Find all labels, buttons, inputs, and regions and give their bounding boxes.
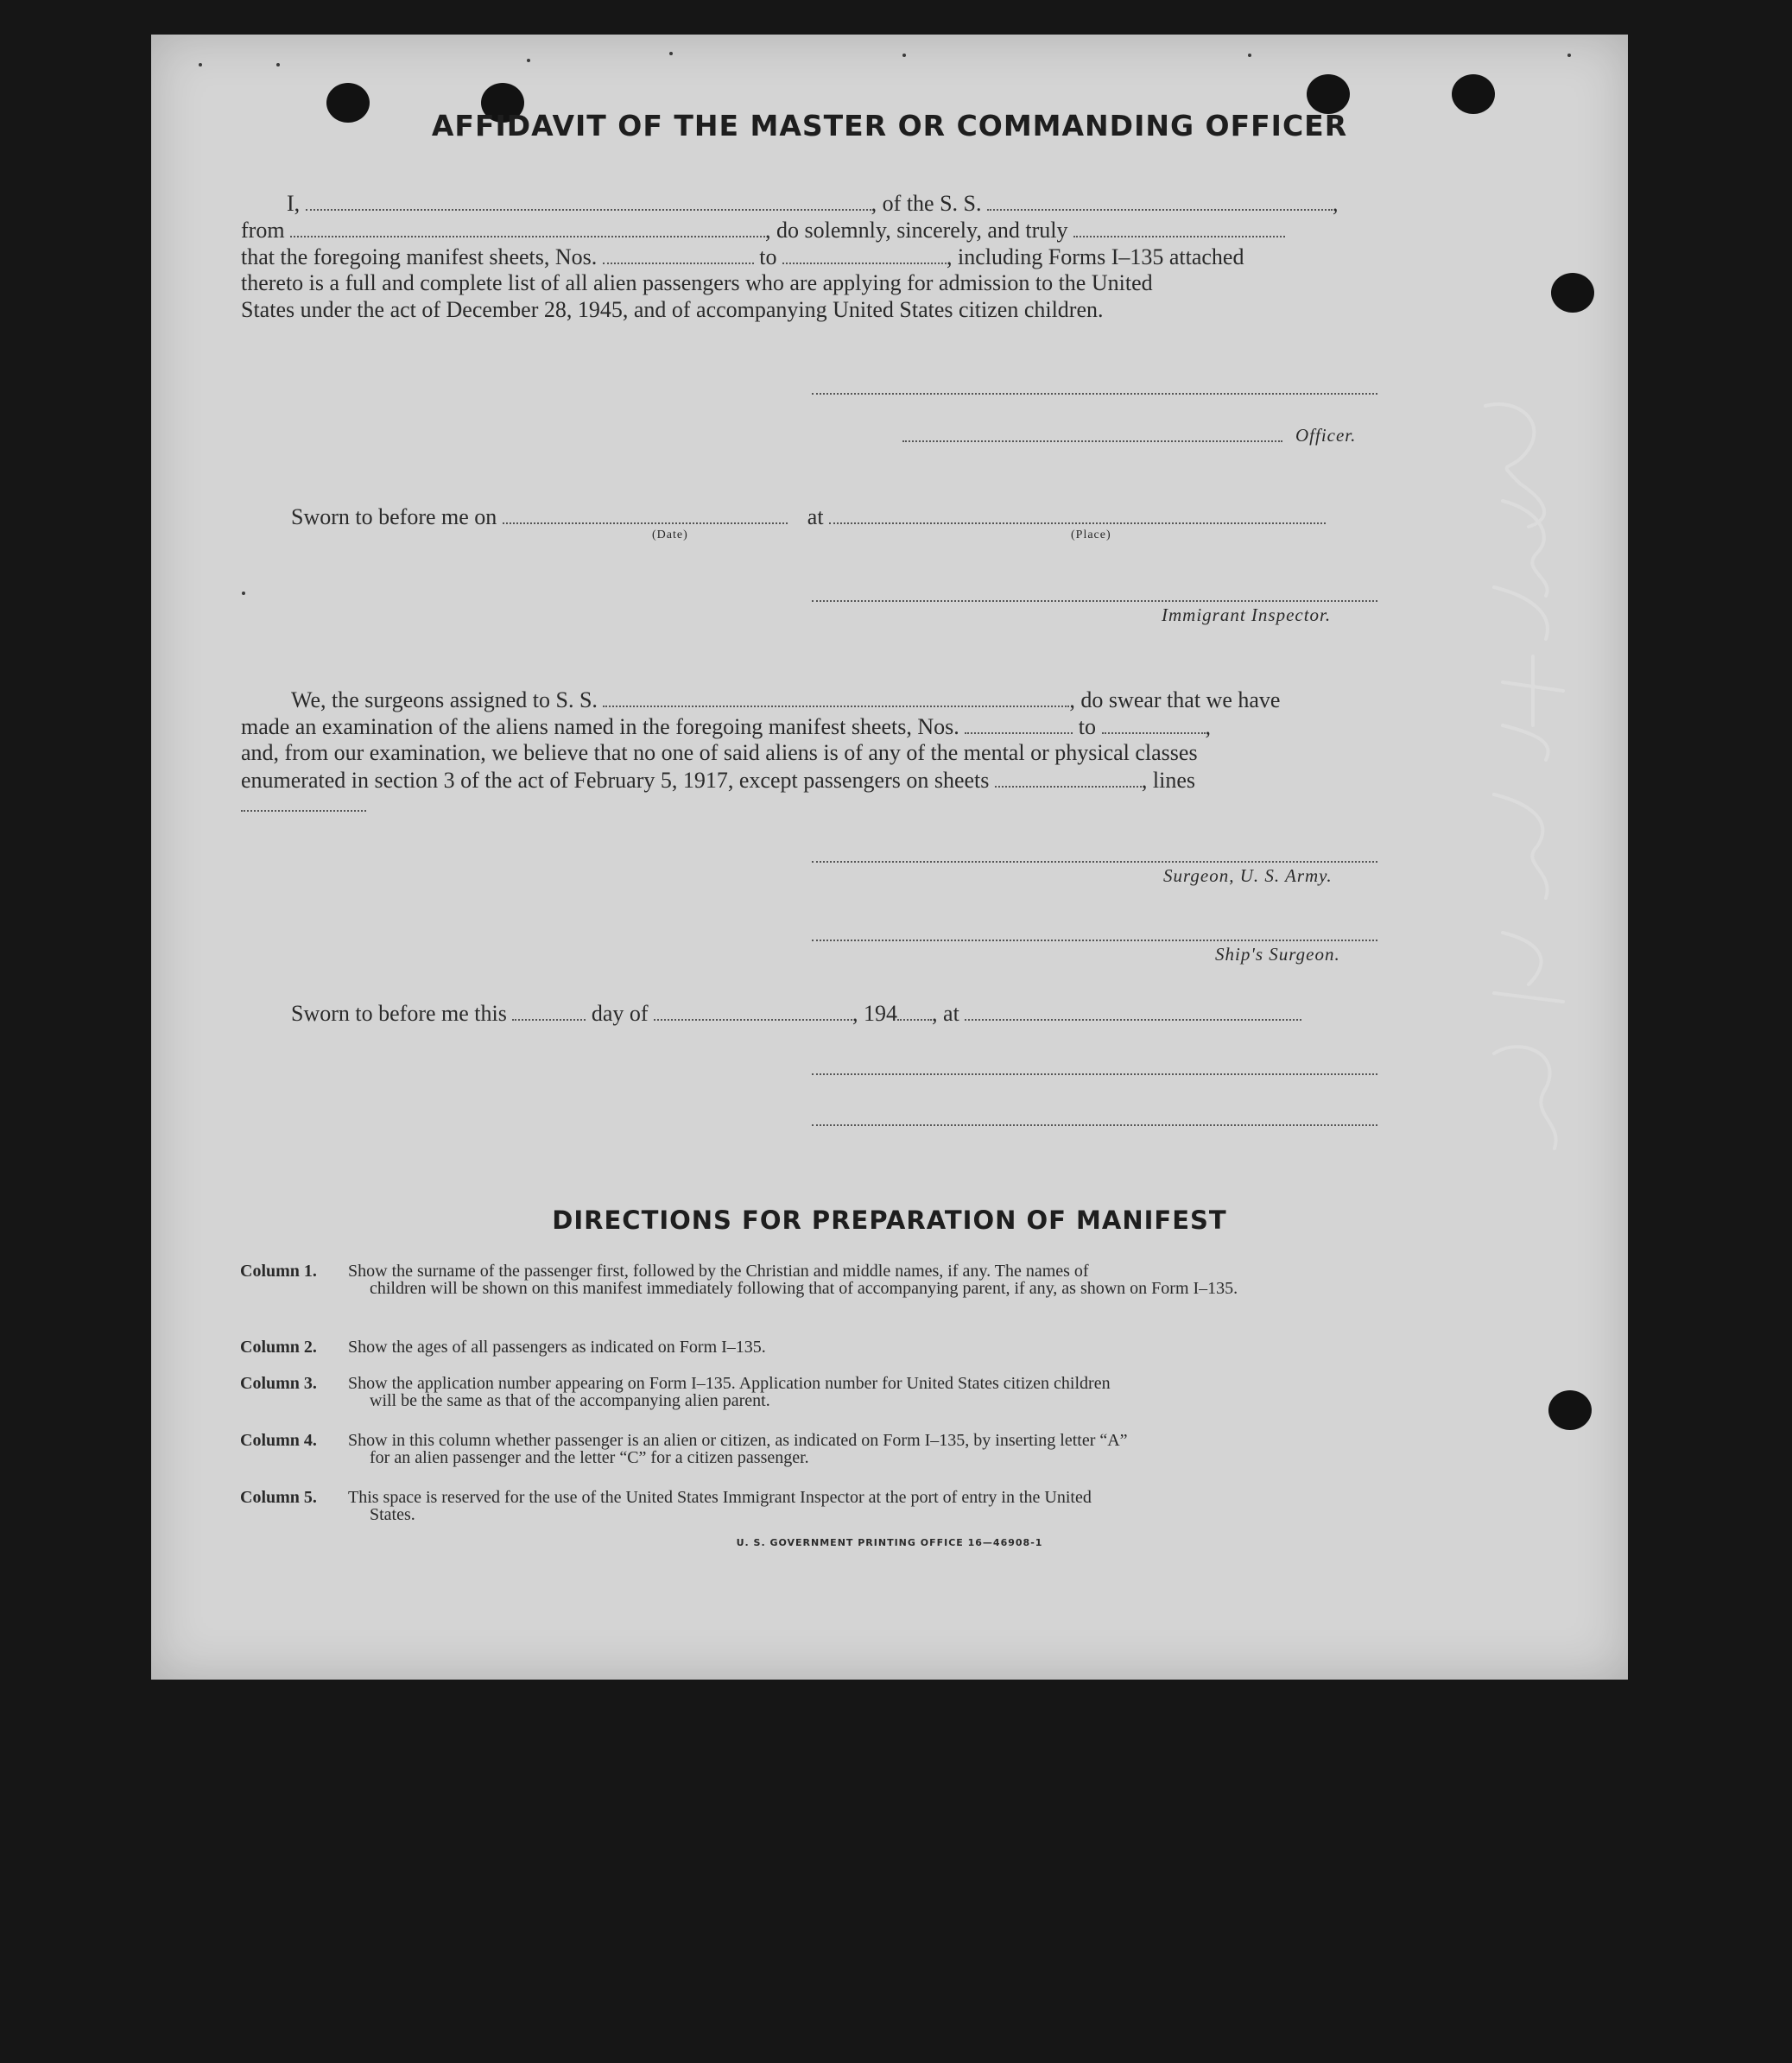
direction-text bbox=[348, 1375, 1380, 1409]
text: will be the same as that of the accompanying alien parent. bbox=[370, 1391, 770, 1410]
text: , 194 bbox=[852, 1001, 898, 1026]
master-signature-line[interactable] bbox=[812, 393, 1377, 395]
direction-text bbox=[348, 1262, 1380, 1297]
truly-blank[interactable] bbox=[1073, 217, 1285, 237]
text: made an examination of the aliens named in the foregoing manifest sheets, Nos. bbox=[241, 714, 959, 739]
year-blank[interactable] bbox=[897, 1000, 932, 1021]
speck bbox=[276, 63, 280, 66]
manifest-page bbox=[151, 35, 1628, 1680]
direction-column-label: Column 5. bbox=[240, 1488, 317, 1507]
signature-line[interactable] bbox=[812, 1124, 1377, 1126]
surgeons-line-1 bbox=[291, 687, 1280, 713]
month-blank[interactable] bbox=[654, 1000, 852, 1021]
affidavit-line-2 bbox=[241, 217, 1285, 244]
officer-signature-line[interactable] bbox=[902, 440, 1282, 442]
surgeon-ship-blank[interactable] bbox=[603, 687, 1069, 707]
text: , bbox=[1205, 714, 1211, 739]
speck bbox=[1248, 54, 1251, 57]
direction-text bbox=[348, 1338, 1380, 1356]
direction-item bbox=[240, 1489, 1380, 1525]
except-sheets-blank[interactable] bbox=[995, 767, 1142, 788]
text: , including Forms I–135 attached bbox=[947, 244, 1244, 269]
text: to bbox=[759, 244, 777, 269]
signature-line[interactable] bbox=[812, 1073, 1377, 1075]
day-blank[interactable] bbox=[512, 1000, 586, 1021]
text: from bbox=[241, 218, 285, 243]
place-blank[interactable] bbox=[829, 503, 1326, 524]
direction-item bbox=[240, 1375, 1380, 1411]
name-blank[interactable] bbox=[306, 190, 871, 211]
direction-column-label: Column 1. bbox=[240, 1262, 317, 1281]
text: Sworn to before me on bbox=[291, 504, 497, 529]
affidavit-line-3 bbox=[241, 244, 1244, 270]
army-surgeon-caption: Surgeon, U. S. Army. bbox=[1163, 865, 1333, 886]
printing-office-footer: U. S. GOVERNMENT PRINTING OFFICE 16—46908-1 bbox=[736, 1537, 1043, 1548]
speck bbox=[527, 59, 530, 62]
text: , of the S. S. bbox=[871, 191, 982, 216]
direction-column-label: Column 3. bbox=[240, 1374, 317, 1393]
surgeons-line-2 bbox=[241, 713, 1211, 740]
place-caption: (Place) bbox=[1071, 528, 1111, 541]
sheet-from-blank[interactable] bbox=[603, 244, 754, 264]
lines-blank[interactable] bbox=[241, 810, 366, 812]
handwritten-annotation bbox=[1468, 397, 1589, 1174]
text: day of bbox=[591, 1001, 649, 1026]
surgeon-sheet-to-blank[interactable] bbox=[1102, 713, 1206, 734]
ship-surgeon-caption: Ship's Surgeon. bbox=[1215, 944, 1340, 965]
direction-text bbox=[348, 1432, 1380, 1466]
speck bbox=[902, 54, 906, 57]
army-surgeon-signature-line[interactable] bbox=[812, 861, 1377, 863]
from-blank[interactable] bbox=[290, 217, 765, 237]
text: , do swear that we have bbox=[1069, 687, 1281, 712]
ship-surgeon-signature-line[interactable] bbox=[812, 940, 1377, 941]
direction-item bbox=[240, 1338, 1380, 1357]
text: at bbox=[807, 504, 824, 529]
speck bbox=[199, 63, 202, 66]
direction-item bbox=[240, 1432, 1380, 1468]
inspector-caption: Immigrant Inspector. bbox=[1162, 604, 1332, 625]
direction-column-label: Column 2. bbox=[240, 1338, 317, 1357]
text: Show in this column whether passenger is an alien or citizen, as indicated on Form I–135, by inserting letter “A” bbox=[348, 1431, 1128, 1450]
speck bbox=[1567, 54, 1571, 57]
text: , at bbox=[932, 1001, 959, 1026]
affidavit-line-4: thereto is a full and complete list of all alien passengers who are applying for admission to the United bbox=[241, 270, 1153, 295]
sworn-this-line bbox=[291, 1000, 1301, 1027]
text: Show the application number appearing on Form I–135. Application number for United States citizen children bbox=[348, 1374, 1111, 1393]
text: We, the surgeons assigned to S. S. bbox=[291, 687, 598, 712]
text: , lines bbox=[1141, 768, 1196, 793]
text: This space is reserved for the use of the United States Immigrant Inspector at the port of entry in the United bbox=[348, 1488, 1092, 1507]
text: that the foregoing manifest sheets, Nos. bbox=[241, 244, 598, 269]
text: I, bbox=[287, 191, 301, 216]
text: Show the ages of all passengers as indicated on Form I–135. bbox=[348, 1338, 766, 1357]
inspector-signature-line[interactable] bbox=[812, 600, 1377, 602]
direction-column-label: Column 4. bbox=[240, 1431, 317, 1450]
affidavit-line-1 bbox=[287, 190, 1339, 217]
sheet-to-blank[interactable] bbox=[782, 244, 947, 264]
direction-text bbox=[348, 1489, 1380, 1523]
text: children will be shown on this manifest immediately following that of accompanying parent, if any, as shown on Form I–135. bbox=[370, 1279, 1238, 1298]
punch-hole bbox=[1548, 1390, 1592, 1430]
affidavit-line-5: States under the act of December 28, 1945, and of accompanying United States citizen children. bbox=[241, 297, 1104, 322]
surgeon-sheet-from-blank[interactable] bbox=[965, 713, 1073, 734]
surgeons-line-4 bbox=[241, 767, 1195, 794]
speck bbox=[242, 592, 245, 595]
date-caption: (Date) bbox=[652, 528, 688, 541]
surgeons-line-3: and, from our examination, we believe that no one of said aliens is of any of the mental or physical classes bbox=[241, 740, 1198, 765]
text: , do solemnly, sincerely, and truly bbox=[765, 218, 1068, 243]
text: Sworn to before me this bbox=[291, 1001, 507, 1026]
sworn-place-blank[interactable] bbox=[965, 1000, 1301, 1021]
direction-item bbox=[240, 1262, 1380, 1314]
text: for an alien passenger and the letter “C” for a citizen passenger. bbox=[370, 1448, 809, 1467]
text: , bbox=[1333, 191, 1339, 216]
sworn-on-line bbox=[291, 503, 1326, 530]
text: to bbox=[1078, 714, 1096, 739]
speck bbox=[669, 52, 673, 55]
affidavit-title: AFFIDAVIT OF THE MASTER OR COMMANDING OFFICER bbox=[431, 109, 1348, 142]
text: enumerated in section 3 of the act of February 5, 1917, except passengers on sheets bbox=[241, 768, 990, 793]
ship-blank[interactable] bbox=[987, 190, 1333, 211]
date-blank[interactable] bbox=[503, 503, 788, 524]
directions-title: DIRECTIONS FOR PREPARATION OF MANIFEST bbox=[552, 1206, 1227, 1235]
text: Show the surname of the passenger first, followed by the Christian and middle names, if any. The names of bbox=[348, 1262, 1089, 1281]
officer-caption: Officer. bbox=[1295, 425, 1357, 446]
text: States. bbox=[370, 1505, 415, 1524]
punch-hole bbox=[1551, 273, 1594, 313]
